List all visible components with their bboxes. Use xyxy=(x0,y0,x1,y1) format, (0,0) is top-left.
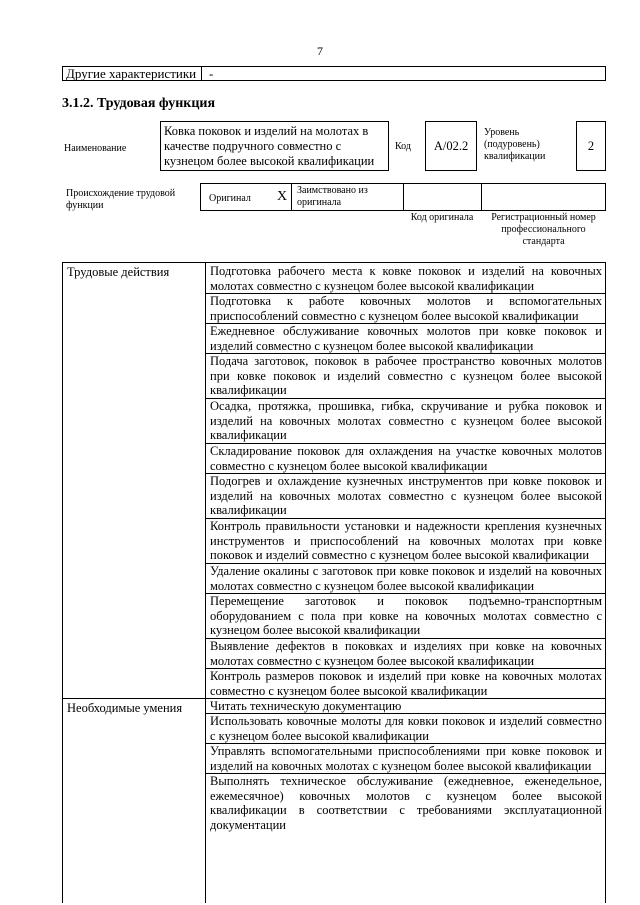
original-label: Оригинал xyxy=(209,193,251,204)
labor-action-item: Ежедневное обслуживание ковочных молотов при ковке поковок и изделий совместно с кузнецом более высокой квалификации xyxy=(210,324,602,353)
labor-action-item: Подготовка к работе ковочных молотов и вспомогательных приспособлений совместно с кузнецом более высокой квалификации xyxy=(210,294,602,323)
divider xyxy=(291,184,292,210)
name-label: Наименование xyxy=(64,143,127,154)
labor-action-item: Складирование поковок для охлаждения на участке ковочных молотов совместно с кузнецом более высокой квалификации xyxy=(210,444,602,473)
skill-item: Управлять вспомогательными приспособлениями при ковке поковок и изделий на ковочных молотах с кузнецом более высокой квалификации xyxy=(210,744,602,773)
other-characteristics-table xyxy=(62,66,606,81)
code-box xyxy=(425,121,477,171)
level-label: Уровень (подуровень) квалификации xyxy=(484,127,546,162)
required-skills-label: Необходимые умения xyxy=(67,701,183,715)
labor-action-item: Подогрев и охлаждение кузнечных инструментов при ковке поковок и изделий на ковочных молотах совместно с кузнецом более высокой квалификации xyxy=(210,474,602,518)
page-number: 7 xyxy=(317,44,323,58)
labor-action-item: Осадка, протяжка, прошивка, гибка, скручивание и рубка поковок и изделий на ковочных молотах совместно с кузнецом более высокой квалификации xyxy=(210,399,602,443)
labor-action-item: Подача заготовок, поковок в рабочее пространство ковочных молотов при ковке поковок и изделий совместно с кузнецом более высокой квалификации xyxy=(210,354,602,398)
other-characteristics-label: Другие характеристики xyxy=(66,66,197,81)
labor-action-item: Перемещение заготовок и поковок подъемно-транспортным оборудованием с пола при ковке на ковочных молотах совместно с кузнецом более высокой квалификации xyxy=(210,594,602,638)
borrowed-label: Заимствовано из оригинала xyxy=(297,185,368,208)
origin-table xyxy=(200,183,606,211)
labor-action-item: Контроль размеров поковок и изделий при ковке на ковочных молотах совместно с кузнецом более высокой квалификации xyxy=(210,669,602,698)
name-box xyxy=(160,121,389,171)
other-characteristics-value: - xyxy=(209,66,214,81)
divider xyxy=(403,184,404,210)
section-title: 3.1.2. Трудовая функция xyxy=(62,96,216,111)
name-value: Ковка поковок и изделий на молотах в качестве подручного совместно с кузнецом более высокой квалификации xyxy=(164,124,375,168)
skill-item: Использовать ковочные молоты для ковки поковок и изделий совместно с кузнецом более высокой квалификации xyxy=(210,714,602,743)
level-box xyxy=(576,121,606,171)
divider xyxy=(481,184,482,210)
skill-item: Читать техническую документацию xyxy=(210,699,402,713)
labor-actions-label: Трудовые действия xyxy=(67,265,170,279)
code-value: A/02.2 xyxy=(433,139,469,153)
divider xyxy=(205,262,206,903)
level-value: 2 xyxy=(587,139,595,153)
original-code-caption: Код оригинала xyxy=(410,212,474,223)
origin-label: Происхождение трудовой функции xyxy=(66,188,176,211)
code-label: Код xyxy=(395,141,411,152)
divider xyxy=(201,67,202,80)
skill-item: Выполнять техническое обслуживание (ежедневное, еженедельное, ежемесячное) ковочных молотов с кузнецом более высокой квалификации в соответствии с требованиями эксплуатационной документации xyxy=(210,774,602,832)
labor-action-item: Контроль правильности установки и надежности крепления кузнечных инструментов и приспособлений на ковочных молотах при ковке поковок и изделий совместно с кузнецом более высокой квалификации xyxy=(210,519,602,563)
reg-number-caption: Регистрационный номер профессионального стандарта xyxy=(491,212,596,247)
labor-action-item: Удаление окалины с заготовок при ковке поковок и изделий на ковочных молотах совместно с кузнецом более высокой квалификации xyxy=(210,564,602,593)
original-mark: X xyxy=(277,189,288,204)
labor-action-item: Подготовка рабочего места к ковке поковок и изделий на ковочных молотах совместно с кузнецом более высокой квалификации xyxy=(210,264,602,293)
labor-action-item: Выявление дефектов в поковках и изделиях при ковке на ковочных молотах совместно с кузнецом более высокой квалификации xyxy=(210,639,602,668)
